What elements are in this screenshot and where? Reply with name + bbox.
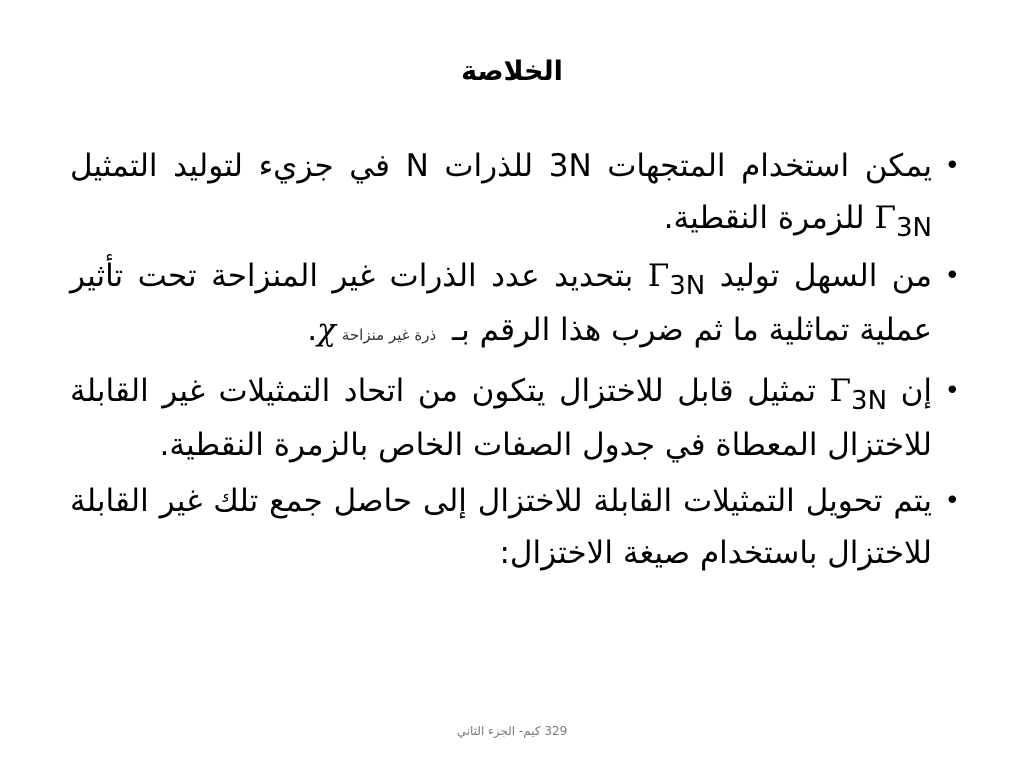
bullet-item-2 xyxy=(70,250,960,361)
slide-footer: 329 كيم- الجزء الثاني xyxy=(456,724,568,738)
gamma-3n-symbol xyxy=(874,192,932,246)
bullet-1-text-before: يمكن استخدام المتجهات 3N للذرات N في جزيء لتوليد التمثيل xyxy=(70,148,932,184)
bullet-item-1 xyxy=(70,140,960,246)
bullet-3-text-after: تمثيل قابل للاختزال يتكون من اتحاد التمثيلات غير القابلة للاختزال المعطاة في جدول الصفات الخاص بالزمرة النقطية. xyxy=(70,373,932,463)
bullet-1-text-after: للزمرة النقطية. xyxy=(663,200,865,236)
chi-symbol: χ xyxy=(317,312,336,348)
bullet-4-text: يتم تحويل التمثيلات القابلة للاختزال إلى حاصل جمع تلك غير القابلة للاختزال باستخدام صيغة الاختزال: xyxy=(70,483,932,571)
bullet-2-text-after: بتحديد عدد الذرات غير المنزاحة تحت تأثير عملية تماثلية ما ثم ضرب هذا الرقم بـ xyxy=(70,258,932,348)
gamma-symbol: Γ xyxy=(829,373,852,409)
bullet-item-4 xyxy=(70,475,960,579)
gamma-symbol: Γ xyxy=(647,258,670,294)
bullet-dot-icon: • xyxy=(944,486,960,516)
gamma-3n-symbol xyxy=(830,365,888,419)
bullet-dot-icon: • xyxy=(944,376,960,406)
gamma-subscript: 3N xyxy=(851,386,888,416)
bullet-2-end-punct: . xyxy=(307,312,318,348)
gamma-symbol: Γ xyxy=(874,200,896,236)
bullet-dot-icon: • xyxy=(944,151,960,181)
unshifted-atom-note: ذرة غير منزاحة xyxy=(341,326,437,344)
gamma-subscript: 3N xyxy=(896,213,932,243)
gamma-3n-symbol xyxy=(648,250,706,304)
bullet-dot-icon: • xyxy=(944,261,960,291)
bullet-list xyxy=(70,140,960,583)
gamma-subscript: 3N xyxy=(669,271,706,301)
slide-title: الخلاصة xyxy=(461,56,563,87)
bullet-3-text-before: إن xyxy=(900,373,932,409)
bullet-item-3 xyxy=(70,365,960,471)
bullet-2-text-before: من السهل توليد xyxy=(719,258,932,294)
